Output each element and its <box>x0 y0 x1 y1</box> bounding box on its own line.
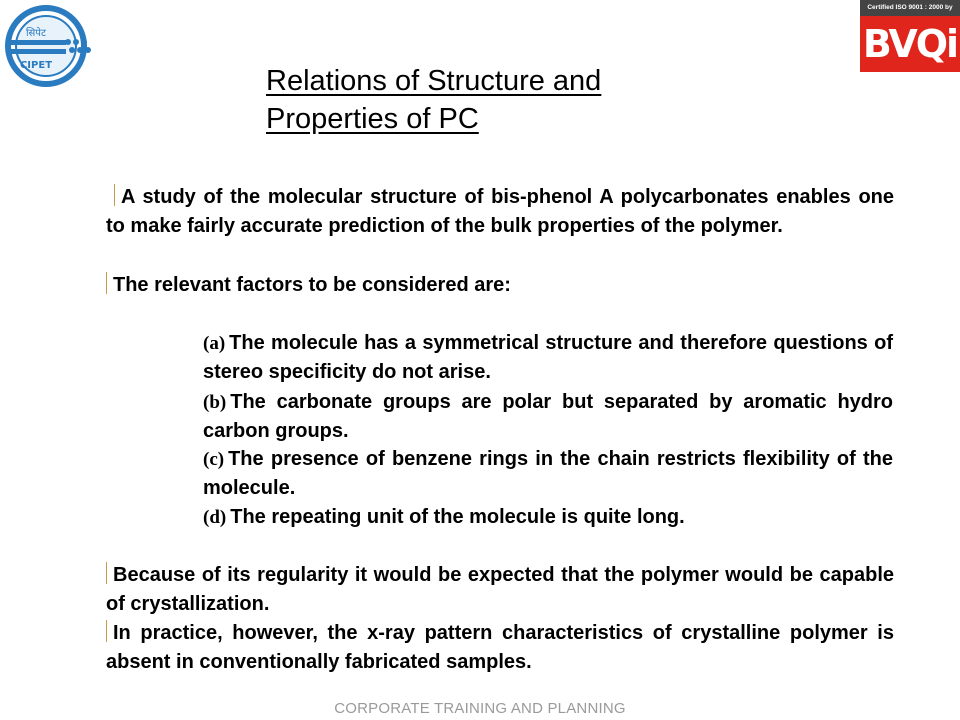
bullet-2 <box>106 271 894 300</box>
bullet-text: The relevant factors to be considered are: <box>113 274 511 296</box>
bullet-text: In practice, however, the x-ray pattern characteristics of crystalline polymer is absent in conventionally fabricated samples. <box>106 622 894 673</box>
bullet-1 <box>106 183 894 241</box>
logo-name-text: CIPET <box>19 60 53 71</box>
bullet-text: Because of its regularity it would be expected that the polymer would be capable of crystallization. <box>106 564 894 615</box>
page-title <box>266 62 601 138</box>
bullet-marker <box>114 184 115 206</box>
factor-text: The carbonate groups are polar but separated by aromatic hydro carbon groups. <box>203 391 893 442</box>
factor-tag: (b) <box>203 392 227 413</box>
factor-c <box>203 445 893 503</box>
cipet-logo <box>0 4 96 90</box>
cert-strip-text: Certified ISO 9001 : 2000 by <box>860 0 960 16</box>
factor-text: The molecule has a symmetrical structure and therefore questions of stereo specificity do not arise. <box>203 332 893 383</box>
bullet-text: A study of the molecular structure of bis-phenol A polycarbonates enables one to make fairly accurate prediction of the bulk properties of the polymer. <box>106 186 894 237</box>
bullet-3 <box>106 561 894 619</box>
bullet-4 <box>106 619 894 677</box>
factor-d <box>203 503 893 532</box>
title-line-1: Relations of Structure and <box>266 65 602 97</box>
cert-brand: BVQi <box>860 16 960 72</box>
bullet-marker <box>106 620 107 642</box>
factor-b <box>203 388 893 446</box>
factor-a <box>203 329 893 387</box>
factor-tag: (c) <box>203 449 225 470</box>
factor-text: The presence of benzene rings in the chain restricts flexibility of the molecule. <box>203 448 893 499</box>
bullet-marker <box>106 562 107 584</box>
factor-tag: (a) <box>203 333 226 354</box>
bullet-marker <box>106 272 107 294</box>
logo-hindi-text: सिपेट <box>25 28 47 39</box>
bvqi-certification-logo <box>860 0 960 72</box>
footer-text: CORPORATE TRAINING AND PLANNING <box>334 700 626 717</box>
factor-tag: (d) <box>203 507 227 528</box>
title-line-2: Properties of PC <box>266 103 479 135</box>
factor-text: The repeating unit of the molecule is quite long. <box>230 506 685 528</box>
